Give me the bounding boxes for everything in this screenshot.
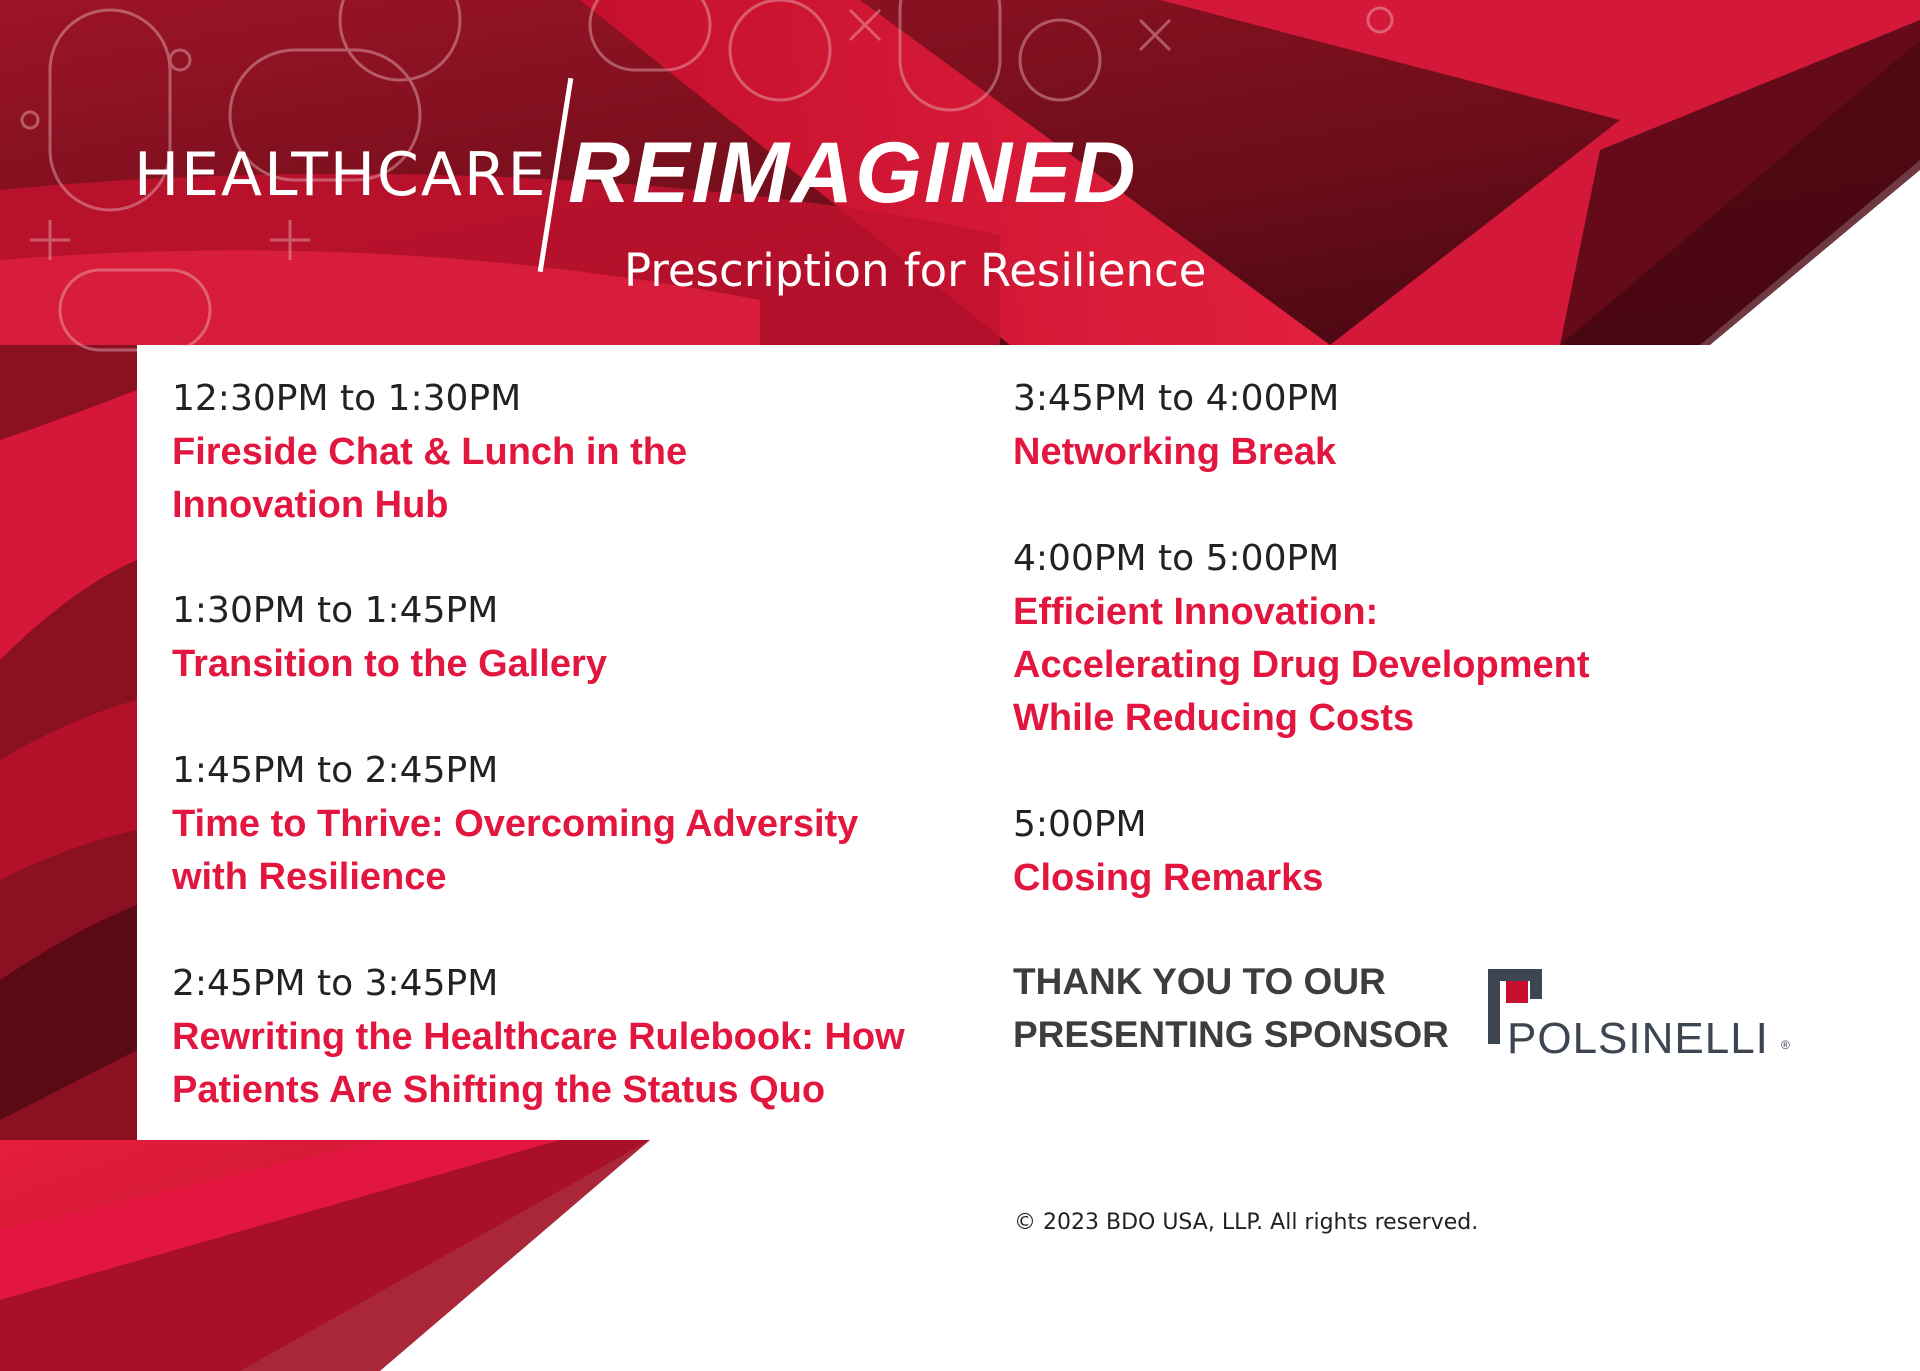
session-title-line: Closing Remarks xyxy=(1013,857,1324,899)
event-title-block xyxy=(0,0,1920,340)
session-title-line: Fireside Chat & Lunch in the xyxy=(172,431,688,473)
brand-healthcare: HEALTHCARE xyxy=(134,140,548,210)
registered-mark: ® xyxy=(1781,1038,1790,1052)
agenda-item xyxy=(172,584,607,691)
brand-reimagined: REIMAGINED xyxy=(568,125,1138,221)
session-title xyxy=(1013,586,1589,745)
sponsor-thanks-line: THANK YOU TO OUR xyxy=(1013,961,1386,1002)
session-title-line: Innovation Hub xyxy=(172,484,449,526)
session-time: 1:45PM to 2:45PM xyxy=(172,750,499,791)
session-title-line: Transition to the Gallery xyxy=(172,643,607,685)
session-title xyxy=(172,798,858,904)
agenda-item xyxy=(172,957,905,1117)
session-title xyxy=(172,1011,905,1117)
agenda-item xyxy=(1013,798,1323,905)
session-title xyxy=(1013,852,1323,905)
session-title-line: with Resilience xyxy=(172,856,447,898)
session-title-line: Rewriting the Healthcare Rulebook: How xyxy=(172,1016,905,1058)
session-time: 3:45PM to 4:00PM xyxy=(1013,378,1340,419)
sponsor-logo-text: POLSINELLI xyxy=(1507,1014,1769,1063)
session-title-line: Time to Thrive: Overcoming Adversity xyxy=(172,803,859,845)
session-title-line: While Reducing Costs xyxy=(1013,697,1415,739)
session-title-line: Accelerating Drug Development xyxy=(1013,644,1590,686)
session-time: 1:30PM to 1:45PM xyxy=(172,590,499,631)
event-subtitle: Prescription for Resilience xyxy=(624,244,1207,297)
agenda-item xyxy=(1013,532,1589,745)
agenda-item xyxy=(172,744,858,904)
sponsor-thanks-line: PRESENTING SPONSOR xyxy=(1013,1014,1449,1055)
sponsor-logo xyxy=(1485,966,1790,1066)
agenda-item xyxy=(172,372,687,532)
agenda-item xyxy=(1013,372,1339,479)
session-time: 2:45PM to 3:45PM xyxy=(172,963,499,1004)
session-title xyxy=(1013,426,1339,479)
session-title-line: Efficient Innovation: xyxy=(1013,591,1379,633)
session-title-line: Patients Are Shifting the Status Quo xyxy=(172,1069,826,1111)
session-time: 4:00PM to 5:00PM xyxy=(1013,538,1340,579)
copyright-notice: © 2023 BDO USA, LLP. All rights reserved. xyxy=(1014,1210,1479,1235)
session-time: 5:00PM xyxy=(1013,804,1147,845)
session-title xyxy=(172,638,607,691)
session-time: 12:30PM to 1:30PM xyxy=(172,378,522,419)
session-title xyxy=(172,426,687,532)
sponsor-thanks xyxy=(1013,955,1449,1061)
session-title-line: Networking Break xyxy=(1013,431,1337,473)
